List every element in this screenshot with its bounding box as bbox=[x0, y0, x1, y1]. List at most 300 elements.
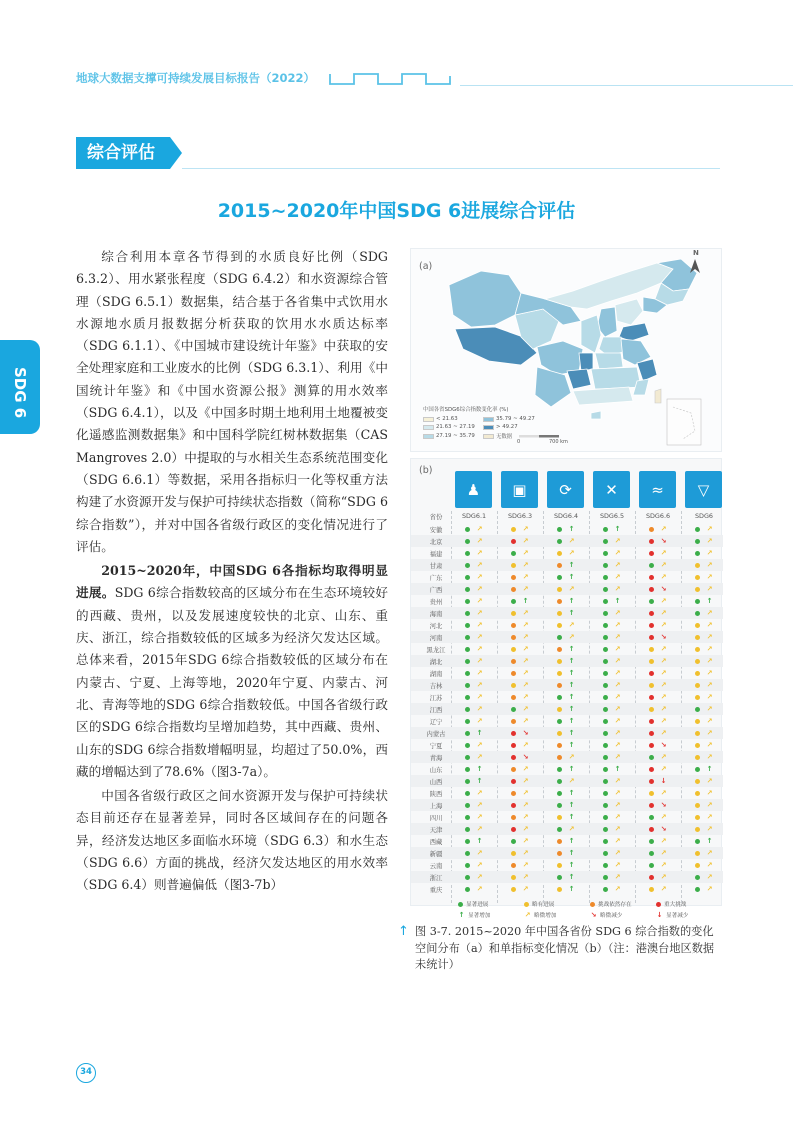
province-name: 江西 bbox=[429, 707, 443, 715]
map-region-shaanxi bbox=[581, 315, 601, 353]
trend-arrow-icon: ↘ bbox=[660, 801, 667, 810]
province-name: 云南 bbox=[429, 863, 443, 871]
status-dot bbox=[695, 599, 700, 604]
status-cell bbox=[589, 705, 635, 714]
province-name: 天津 bbox=[429, 827, 443, 835]
status-cell bbox=[451, 885, 497, 894]
trend-arrow-icon: ↗ bbox=[706, 801, 713, 810]
status-cell bbox=[497, 777, 543, 786]
status-cell bbox=[451, 753, 497, 762]
status-cell bbox=[635, 837, 681, 846]
trend-arrow-icon: ↗ bbox=[614, 717, 621, 726]
status-cell bbox=[451, 777, 497, 786]
body-text bbox=[76, 246, 388, 899]
status-cell bbox=[497, 765, 543, 774]
trend-arrow-icon: ↘ bbox=[660, 585, 667, 594]
status-cell bbox=[497, 813, 543, 822]
status-cell bbox=[497, 549, 543, 558]
legend-label: 27.19 ~ 35.79 bbox=[436, 433, 475, 439]
status-cell bbox=[543, 621, 589, 630]
status-dot bbox=[511, 599, 516, 604]
status-cell bbox=[543, 789, 589, 798]
status-cell bbox=[681, 741, 727, 750]
status-cell bbox=[635, 681, 681, 690]
status-dot bbox=[557, 731, 562, 736]
status-dot bbox=[465, 827, 470, 832]
trend-arrow-icon: ↓ bbox=[660, 777, 667, 786]
trend-arrow-icon: ↗ bbox=[476, 861, 483, 870]
trend-arrow-icon: ↗ bbox=[522, 741, 529, 750]
status-dot bbox=[557, 827, 562, 832]
table-row bbox=[411, 583, 723, 595]
status-cell bbox=[543, 861, 589, 870]
trend-arrow-icon: ↑ bbox=[568, 705, 575, 714]
table-row bbox=[411, 667, 723, 679]
trend-arrow-icon: ↗ bbox=[614, 693, 621, 702]
legend-status-label: 重大挑战 bbox=[664, 902, 687, 908]
header-decoration bbox=[328, 72, 460, 86]
province-rows bbox=[411, 523, 723, 895]
report-title: 地球大数据支撑可持续发展目标报告（2022） bbox=[76, 71, 316, 85]
status-cell bbox=[681, 753, 727, 762]
trend-arrow-icon: ↗ bbox=[614, 633, 621, 642]
trend-arrow-icon: ↗ bbox=[522, 561, 529, 570]
status-cell bbox=[543, 849, 589, 858]
status-cell bbox=[497, 657, 543, 666]
trend-arrow-icon: ↗ bbox=[706, 621, 713, 630]
status-cell bbox=[497, 873, 543, 882]
province-name: 青海 bbox=[429, 755, 443, 763]
map-region-hubei bbox=[595, 353, 623, 369]
status-cell bbox=[451, 669, 497, 678]
trend-arrow-icon: ↗ bbox=[522, 825, 529, 834]
status-dot bbox=[603, 791, 608, 796]
status-cell bbox=[497, 801, 543, 810]
trend-arrow-icon: ↗ bbox=[568, 549, 575, 558]
status-dot bbox=[465, 851, 470, 856]
scale-end: 700 km bbox=[549, 439, 568, 445]
status-cell bbox=[589, 609, 635, 618]
trend-arrow-icon: ↗ bbox=[614, 729, 621, 738]
status-cell bbox=[543, 837, 589, 846]
status-cell bbox=[589, 597, 635, 606]
status-cell bbox=[543, 537, 589, 546]
status-cell bbox=[451, 537, 497, 546]
map-legend-item bbox=[423, 424, 483, 430]
status-cell bbox=[497, 525, 543, 534]
status-cell bbox=[497, 789, 543, 798]
trend-arrow-icon: ↗ bbox=[522, 573, 529, 582]
status-dot bbox=[465, 575, 470, 580]
legend-swatch bbox=[483, 434, 494, 439]
status-cell bbox=[497, 849, 543, 858]
trend-arrow-icon: ↑ bbox=[568, 525, 575, 533]
trend-arrow-icon: ↗ bbox=[476, 873, 483, 882]
status-dot bbox=[511, 791, 516, 796]
status-cell bbox=[451, 717, 497, 726]
map-region-chongqing bbox=[579, 353, 593, 371]
panel-b-label: (b) bbox=[419, 465, 433, 476]
legend-swatch bbox=[423, 417, 434, 422]
status-dot bbox=[465, 875, 470, 880]
status-dot bbox=[511, 731, 516, 736]
trend-arrow-icon: ↗ bbox=[660, 753, 667, 762]
province-name: 上海 bbox=[429, 803, 443, 811]
column-header: SDG6.4 bbox=[553, 512, 579, 520]
trend-arrow-icon: ↗ bbox=[706, 813, 713, 822]
trend-arrow-icon: ↗ bbox=[568, 537, 575, 546]
legend-trend-label: 显著减少 bbox=[666, 913, 689, 919]
column-header: SDG6.3 bbox=[507, 512, 533, 520]
trend-arrow-icon: ↗ bbox=[476, 597, 483, 606]
status-cell bbox=[635, 813, 681, 822]
status-dot bbox=[603, 707, 608, 712]
trend-arrow-icon: ↗ bbox=[706, 741, 713, 750]
status-cell bbox=[681, 765, 727, 774]
status-dot bbox=[557, 695, 562, 700]
status-cell bbox=[543, 597, 589, 606]
status-dot bbox=[603, 695, 608, 700]
map-region-guangxi-guangdong bbox=[573, 387, 633, 405]
status-dot bbox=[603, 851, 608, 856]
trend-arrow-icon: ↑ bbox=[568, 837, 575, 846]
sdg-icon-row bbox=[451, 471, 719, 509]
trend-arrow-icon: ↗ bbox=[706, 657, 713, 666]
trend-arrow-icon: ↗ bbox=[568, 633, 575, 642]
status-dot bbox=[465, 551, 470, 556]
status-dot bbox=[603, 815, 608, 820]
province-name: 河南 bbox=[429, 635, 443, 643]
map-legend-grid bbox=[423, 416, 549, 440]
legend-arrow-icon: ↘ bbox=[590, 910, 597, 919]
trend-arrow-icon: ↘ bbox=[522, 753, 529, 762]
legend-arrow-icon: ↑ bbox=[458, 910, 465, 919]
trend-arrow-icon: ↗ bbox=[660, 669, 667, 678]
table-row bbox=[411, 571, 723, 583]
trend-arrow-icon: ↑ bbox=[568, 657, 575, 666]
trend-arrow-icon: ↗ bbox=[522, 813, 529, 822]
trend-arrow-icon: ↗ bbox=[614, 741, 621, 750]
status-dot bbox=[557, 719, 562, 724]
trend-arrow-icon: ↗ bbox=[476, 585, 483, 594]
chapter-side-tab bbox=[0, 340, 40, 434]
map-region-shandong bbox=[619, 323, 649, 341]
status-cell bbox=[635, 561, 681, 570]
trend-arrow-icon: ↗ bbox=[476, 573, 483, 582]
status-dot bbox=[511, 623, 516, 628]
legend-trend-label: 显著增加 bbox=[468, 913, 491, 919]
trend-arrow-icon: ↗ bbox=[522, 885, 529, 894]
status-cell bbox=[497, 537, 543, 546]
trend-arrow-icon: ↑ bbox=[568, 813, 575, 822]
status-cell bbox=[589, 585, 635, 594]
status-dot bbox=[511, 887, 516, 892]
status-dot bbox=[649, 563, 654, 568]
trend-arrow-icon: ↗ bbox=[660, 789, 667, 798]
status-dot bbox=[603, 551, 608, 556]
status-cell bbox=[681, 705, 727, 714]
status-dot bbox=[511, 575, 516, 580]
status-cell bbox=[635, 585, 681, 594]
status-cell bbox=[497, 741, 543, 750]
status-dot bbox=[557, 575, 562, 580]
table-row bbox=[411, 859, 723, 871]
caption-arrow-icon: ↑ bbox=[398, 924, 409, 939]
status-cell bbox=[681, 813, 727, 822]
legend-label: < 21.63 bbox=[436, 416, 458, 422]
status-cell bbox=[589, 645, 635, 654]
trend-arrow-icon: ↗ bbox=[660, 621, 667, 630]
status-cell bbox=[635, 657, 681, 666]
legend-trend-label: 略微减少 bbox=[600, 913, 623, 919]
trend-arrow-icon: ↗ bbox=[476, 537, 483, 546]
trend-arrow-icon: ↗ bbox=[568, 777, 575, 786]
status-dot bbox=[603, 743, 608, 748]
figure-caption bbox=[398, 924, 723, 974]
status-dot bbox=[511, 707, 516, 712]
legend-status-item bbox=[458, 900, 488, 908]
legend-trend-label: 略微增加 bbox=[534, 913, 557, 919]
status-dot bbox=[695, 839, 700, 844]
status-dot bbox=[603, 575, 608, 580]
trend-arrow-icon: ↗ bbox=[614, 837, 621, 846]
table-row bbox=[411, 619, 723, 631]
status-cell bbox=[681, 633, 727, 642]
table-row bbox=[411, 835, 723, 847]
status-cell bbox=[497, 825, 543, 834]
status-dot bbox=[695, 743, 700, 748]
status-dot bbox=[465, 647, 470, 652]
sdg-target-icon: ▣ bbox=[501, 471, 538, 508]
trend-arrow-icon: ↗ bbox=[522, 777, 529, 786]
trend-arrow-icon: ↑ bbox=[476, 837, 483, 846]
status-dot bbox=[695, 611, 700, 616]
legend-status-label: 显著进展 bbox=[466, 902, 489, 908]
column-header: SDG6.5 bbox=[599, 512, 625, 520]
status-dot bbox=[511, 755, 516, 760]
status-cell bbox=[589, 789, 635, 798]
status-cell bbox=[681, 561, 727, 570]
trend-arrow-icon: ↗ bbox=[660, 609, 667, 618]
status-dot bbox=[603, 587, 608, 592]
status-dot bbox=[695, 647, 700, 652]
table-row bbox=[411, 691, 723, 703]
table-row bbox=[411, 523, 723, 535]
trend-arrow-icon: ↗ bbox=[476, 681, 483, 690]
status-dot bbox=[603, 647, 608, 652]
status-dot bbox=[603, 611, 608, 616]
page-number: 34 bbox=[76, 1063, 96, 1083]
status-dot bbox=[557, 635, 562, 640]
status-dot bbox=[465, 527, 470, 532]
status-dot bbox=[649, 539, 654, 544]
trend-arrow-icon: ↗ bbox=[568, 753, 575, 762]
table-row bbox=[411, 847, 723, 859]
legend-swatch bbox=[423, 434, 434, 439]
trend-arrow-icon: ↗ bbox=[614, 849, 621, 858]
trend-arrow-icon: ↗ bbox=[614, 825, 621, 834]
status-cell bbox=[589, 885, 635, 894]
table-row bbox=[411, 823, 723, 835]
trend-arrow-icon: ↗ bbox=[522, 657, 529, 666]
status-cell bbox=[543, 741, 589, 750]
trend-arrow-icon: ↗ bbox=[522, 837, 529, 846]
status-dot bbox=[557, 539, 562, 544]
status-dot bbox=[511, 779, 516, 784]
trend-arrow-icon: ↗ bbox=[476, 549, 483, 558]
status-cell bbox=[681, 609, 727, 618]
status-cell bbox=[635, 849, 681, 858]
trend-arrow-icon: ↑ bbox=[568, 717, 575, 726]
status-dot bbox=[695, 803, 700, 808]
status-dot bbox=[511, 587, 516, 592]
legend-dot bbox=[590, 902, 595, 907]
map-legend-item bbox=[483, 432, 543, 440]
running-header bbox=[76, 66, 721, 90]
status-dot bbox=[511, 695, 516, 700]
trend-arrow-icon: ↑ bbox=[522, 597, 529, 606]
trend-arrow-icon: ↘ bbox=[660, 633, 667, 642]
status-dot bbox=[465, 815, 470, 820]
trend-arrow-icon: ↗ bbox=[660, 657, 667, 666]
status-dot bbox=[603, 683, 608, 688]
status-dot bbox=[603, 779, 608, 784]
status-cell bbox=[497, 753, 543, 762]
paragraph-2 bbox=[76, 560, 388, 783]
trend-arrow-icon: ↗ bbox=[522, 669, 529, 678]
status-cell bbox=[681, 717, 727, 726]
trend-arrow-icon: ↗ bbox=[706, 645, 713, 654]
status-cell bbox=[497, 597, 543, 606]
trend-arrow-icon: ↗ bbox=[522, 549, 529, 558]
trend-arrow-icon: ↗ bbox=[706, 525, 713, 533]
status-cell bbox=[543, 525, 589, 534]
status-dot bbox=[465, 539, 470, 544]
province-name: 吉林 bbox=[429, 683, 443, 691]
status-dot bbox=[649, 731, 654, 736]
map-region-hainan bbox=[591, 411, 601, 419]
status-cell bbox=[635, 717, 681, 726]
status-cell bbox=[451, 561, 497, 570]
trend-arrow-icon: ↗ bbox=[660, 549, 667, 558]
trend-arrow-icon: ↗ bbox=[476, 633, 483, 642]
status-dot bbox=[649, 695, 654, 700]
status-dot bbox=[511, 539, 516, 544]
trend-arrow-icon: ↗ bbox=[476, 849, 483, 858]
status-cell bbox=[681, 729, 727, 738]
trend-arrow-icon: ↗ bbox=[660, 765, 667, 774]
trend-arrow-icon: ↗ bbox=[568, 825, 575, 834]
legend-dot bbox=[458, 902, 463, 907]
table-row bbox=[411, 547, 723, 559]
status-dot bbox=[649, 587, 654, 592]
status-cell bbox=[589, 849, 635, 858]
trend-arrow-icon: ↗ bbox=[660, 597, 667, 606]
trend-arrow-icon: ↗ bbox=[476, 657, 483, 666]
status-dot bbox=[511, 527, 516, 532]
trend-arrow-icon: ↗ bbox=[706, 669, 713, 678]
trend-arrow-icon: ↗ bbox=[706, 561, 713, 570]
table-row bbox=[411, 535, 723, 547]
trend-arrow-icon: ↗ bbox=[522, 717, 529, 726]
trend-arrow-icon: ↑ bbox=[568, 729, 575, 738]
status-cell bbox=[681, 849, 727, 858]
legend-dot bbox=[524, 902, 529, 907]
status-dot bbox=[695, 551, 700, 556]
status-dot bbox=[557, 815, 562, 820]
legend-status-row bbox=[450, 900, 720, 911]
trend-arrow-icon: ↗ bbox=[660, 525, 667, 533]
status-cell bbox=[635, 609, 681, 618]
province-name: 甘肃 bbox=[429, 563, 443, 571]
status-dot bbox=[603, 539, 608, 544]
status-cell bbox=[543, 825, 589, 834]
table-row bbox=[411, 751, 723, 763]
status-cell bbox=[497, 573, 543, 582]
trend-arrow-icon: ↗ bbox=[476, 645, 483, 654]
status-dot bbox=[649, 575, 654, 580]
trend-arrow-icon: ↗ bbox=[522, 849, 529, 858]
status-dot bbox=[695, 779, 700, 784]
province-name: 贵州 bbox=[429, 599, 443, 607]
status-cell bbox=[543, 885, 589, 894]
status-cell bbox=[451, 861, 497, 870]
status-cell bbox=[497, 561, 543, 570]
status-cell bbox=[681, 525, 727, 534]
status-dot bbox=[465, 767, 470, 772]
legend-status-item bbox=[590, 900, 632, 908]
status-cell bbox=[543, 549, 589, 558]
trend-arrow-icon: ↗ bbox=[706, 729, 713, 738]
status-cell bbox=[497, 633, 543, 642]
status-cell bbox=[451, 609, 497, 618]
status-cell bbox=[681, 693, 727, 702]
status-cell bbox=[451, 693, 497, 702]
trend-arrow-icon: ↗ bbox=[476, 669, 483, 678]
trend-arrow-icon: ↗ bbox=[476, 717, 483, 726]
status-cell bbox=[635, 537, 681, 546]
status-dot bbox=[695, 575, 700, 580]
table-row bbox=[411, 679, 723, 691]
trend-arrow-icon: ↗ bbox=[614, 813, 621, 822]
column-header-row bbox=[411, 511, 723, 523]
status-cell bbox=[451, 813, 497, 822]
province-name: 重庆 bbox=[429, 887, 443, 895]
trend-arrow-icon: ↗ bbox=[706, 825, 713, 834]
status-dot bbox=[465, 803, 470, 808]
status-dot bbox=[695, 563, 700, 568]
status-cell bbox=[497, 837, 543, 846]
status-dot bbox=[511, 863, 516, 868]
status-cell bbox=[589, 681, 635, 690]
status-cell bbox=[451, 549, 497, 558]
status-cell bbox=[543, 801, 589, 810]
trend-arrow-icon: ↗ bbox=[522, 861, 529, 870]
status-dot bbox=[465, 791, 470, 796]
status-dot bbox=[649, 707, 654, 712]
status-cell bbox=[497, 621, 543, 630]
status-dot bbox=[695, 527, 700, 532]
trend-arrow-icon: ↗ bbox=[522, 801, 529, 810]
status-dot bbox=[557, 755, 562, 760]
trend-arrow-icon: ↗ bbox=[568, 585, 575, 594]
status-cell bbox=[543, 645, 589, 654]
status-dot bbox=[603, 863, 608, 868]
trend-arrow-icon: ↗ bbox=[614, 681, 621, 690]
status-cell bbox=[635, 801, 681, 810]
status-cell bbox=[589, 525, 635, 534]
status-cell bbox=[635, 765, 681, 774]
